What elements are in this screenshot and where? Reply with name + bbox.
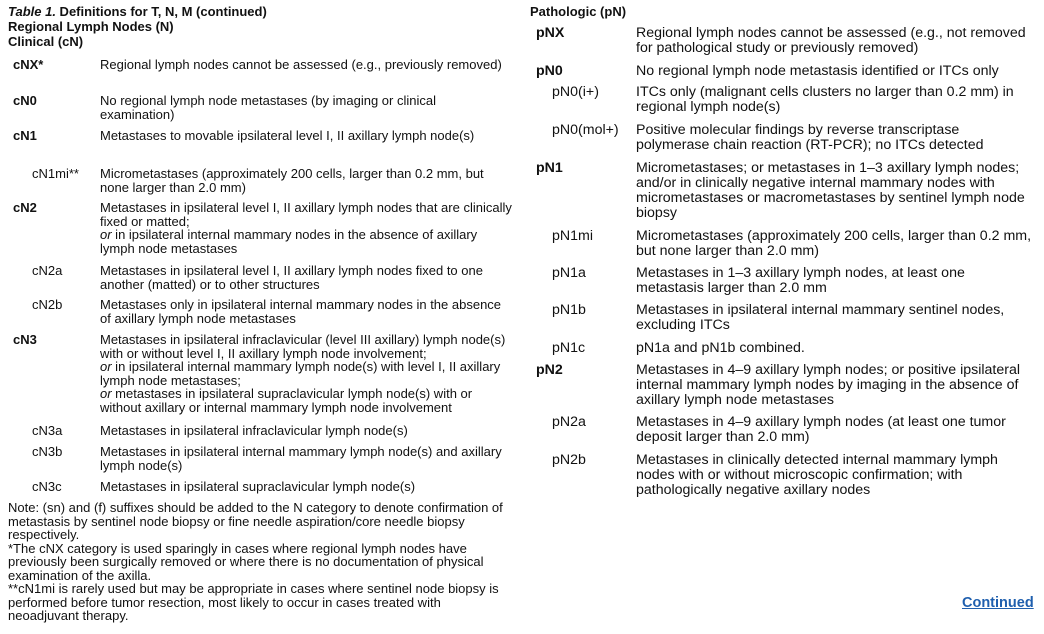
regional-lymph-nodes-heading: Regional Lymph Nodes (N) <box>8 19 174 34</box>
row-description <box>100 201 512 255</box>
row-code: cN2b <box>32 297 63 312</box>
row-description: Metastases in clinically detected internal mammary lymph nodes with or without microscopic confirmation; with pathologically negative axillary nodes <box>636 452 998 498</box>
table-caption-text: Definitions for T, N, M (continued) <box>55 4 267 19</box>
row-code: cN3a <box>32 423 63 438</box>
pathologic-heading: Pathologic (pN) <box>530 4 627 19</box>
row-description: Metastases in 4–9 axillary lymph nodes; or positive ipsilateral internal mammary lymph nodes by imaging in the absence of axillary lymph node metastases <box>636 362 1021 408</box>
row-code: pN2a <box>552 414 586 430</box>
row-description: No regional lymph node metastases (by imaging or clinical examination) <box>100 93 436 122</box>
row-code: cN3c <box>32 479 62 494</box>
row-description: Metastases in ipsilateral internal mammary lymph node(s) and axillary lymph node(s) <box>100 444 502 473</box>
row-code: pN2b <box>552 452 586 468</box>
row-code: pNX <box>536 25 565 41</box>
row-code: pN1 <box>536 160 563 176</box>
row-description: pN1a and pN1b combined. <box>636 340 805 356</box>
row-description: ITCs only (malignant cells clusters no larger than 0.2 mm) in regional lymph node(s) <box>636 84 1014 115</box>
row-description-or: or <box>100 227 112 242</box>
row-code: pN0(mol+) <box>552 122 619 138</box>
clinical-heading: Clinical (cN) <box>8 34 84 49</box>
row-description: Metastases in ipsilateral internal mammary sentinel nodes, excluding ITCs <box>636 302 1005 333</box>
table-notes <box>8 501 513 623</box>
row-description-part: Metastases in ipsilateral level I, II axillary lymph nodes that are clinically fixed or matted; <box>100 200 512 229</box>
row-code: cN1 <box>13 128 37 143</box>
left-column <box>8 4 513 623</box>
row-description: Micrometastases; or metastases in 1–3 axillary lymph nodes; and/or in clinically negative internal mammary nodes with micrometastases or macrometastases by sentinel lymph node biopsy <box>636 160 1025 221</box>
row-description: Metastases to movable ipsilateral level I, II axillary lymph node(s) <box>100 128 475 143</box>
row-code: pN0(i+) <box>552 84 599 100</box>
row-description-or: or <box>100 386 112 401</box>
row-description: Micrometastases (approximately 200 cells, larger than 0.2 mm, but none larger than 2.0 mm) <box>636 228 1032 259</box>
row-description-part: metastases in ipsilateral supraclavicular lymph node(s) with or without axillary or internal mammary lymph node involvement <box>100 386 473 415</box>
row-description: Positive molecular findings by reverse transcriptase polymerase chain reaction (RT-PCR); no ITCs detected <box>636 122 984 153</box>
row-description-part: in ipsilateral internal mammary nodes in the absence of axillary lymph node metastases <box>100 227 478 256</box>
note-cn1mi: **cN1mi is rarely used but may be appropriate in cases where sentinel node biopsy is performed before tumor resection, most likely to occur in cases treated with neoadjuvant therapy. <box>8 581 499 623</box>
row-code: cN3b <box>32 444 63 459</box>
row-description: Metastases in ipsilateral supraclavicular lymph node(s) <box>100 479 416 494</box>
row-code: cN2 <box>13 200 37 215</box>
note-suffix: Note: (sn) and (f) suffixes should be added to the N category to denote confirmation of metastasis by sentinel node biopsy or fine needle aspiration/core needle biopsy respectively. <box>8 500 503 542</box>
row-code: pN1b <box>552 302 586 318</box>
row-description <box>100 333 512 414</box>
row-code: pN0 <box>536 63 563 79</box>
row-code: pN1c <box>552 340 586 356</box>
continued-link[interactable]: Continued <box>962 595 1034 611</box>
row-code: pN1a <box>552 265 586 281</box>
table-caption <box>8 4 513 19</box>
row-code: cN0 <box>13 93 37 108</box>
row-description: Metastases in ipsilateral level I, II axillary lymph nodes fixed to one another (matted) or to other structures <box>100 263 483 292</box>
row-code: cNX* <box>13 57 44 72</box>
row-description: Metastases only in ipsilateral internal mammary nodes in the absence of axillary lymph node metastases <box>100 297 502 326</box>
row-description-part: in ipsilateral internal mammary lymph node(s) with level I, II axillary lymph node metastases; <box>100 359 501 388</box>
row-description-part: Metastases in ipsilateral infraclavicular (level III axillary) lymph node(s) with or without level I, II axillary lymph node involvement; <box>100 332 506 361</box>
row-code: pN1mi <box>552 228 593 244</box>
row-description: Metastases in 4–9 axillary lymph nodes (at least one tumor deposit larger than 2.0 mm) <box>636 414 1006 445</box>
row-code: cN3 <box>13 332 37 347</box>
row-description: Micrometastases (approximately 200 cells, larger than 0.2 mm, but none larger than 2.0 mm) <box>100 166 484 195</box>
note-cnx: *The cNX category is used sparingly in cases where regional lymph nodes have previously been surgically removed or where there is no documentation of physical examination of the axilla. <box>8 540 484 583</box>
row-code: cN2a <box>32 263 63 278</box>
table-caption-label: Table 1. <box>8 4 56 19</box>
row-description: Metastases in 1–3 axillary lymph nodes, at least one metastasis larger than 2.0 mm <box>636 265 965 296</box>
row-description: Regional lymph nodes cannot be assessed (e.g., not removed for pathological study or previously removed) <box>636 25 1026 56</box>
row-description: Metastases in ipsilateral infraclavicular lymph node(s) <box>100 423 408 438</box>
row-code: cN1mi** <box>32 166 79 181</box>
row-description-or: or <box>100 359 112 374</box>
row-description: No regional lymph node metastasis identified or ITCs only <box>636 63 999 79</box>
row-code: pN2 <box>536 362 563 378</box>
row-description: Regional lymph nodes cannot be assessed (e.g., previously removed) <box>100 57 502 72</box>
right-column <box>530 4 1040 498</box>
